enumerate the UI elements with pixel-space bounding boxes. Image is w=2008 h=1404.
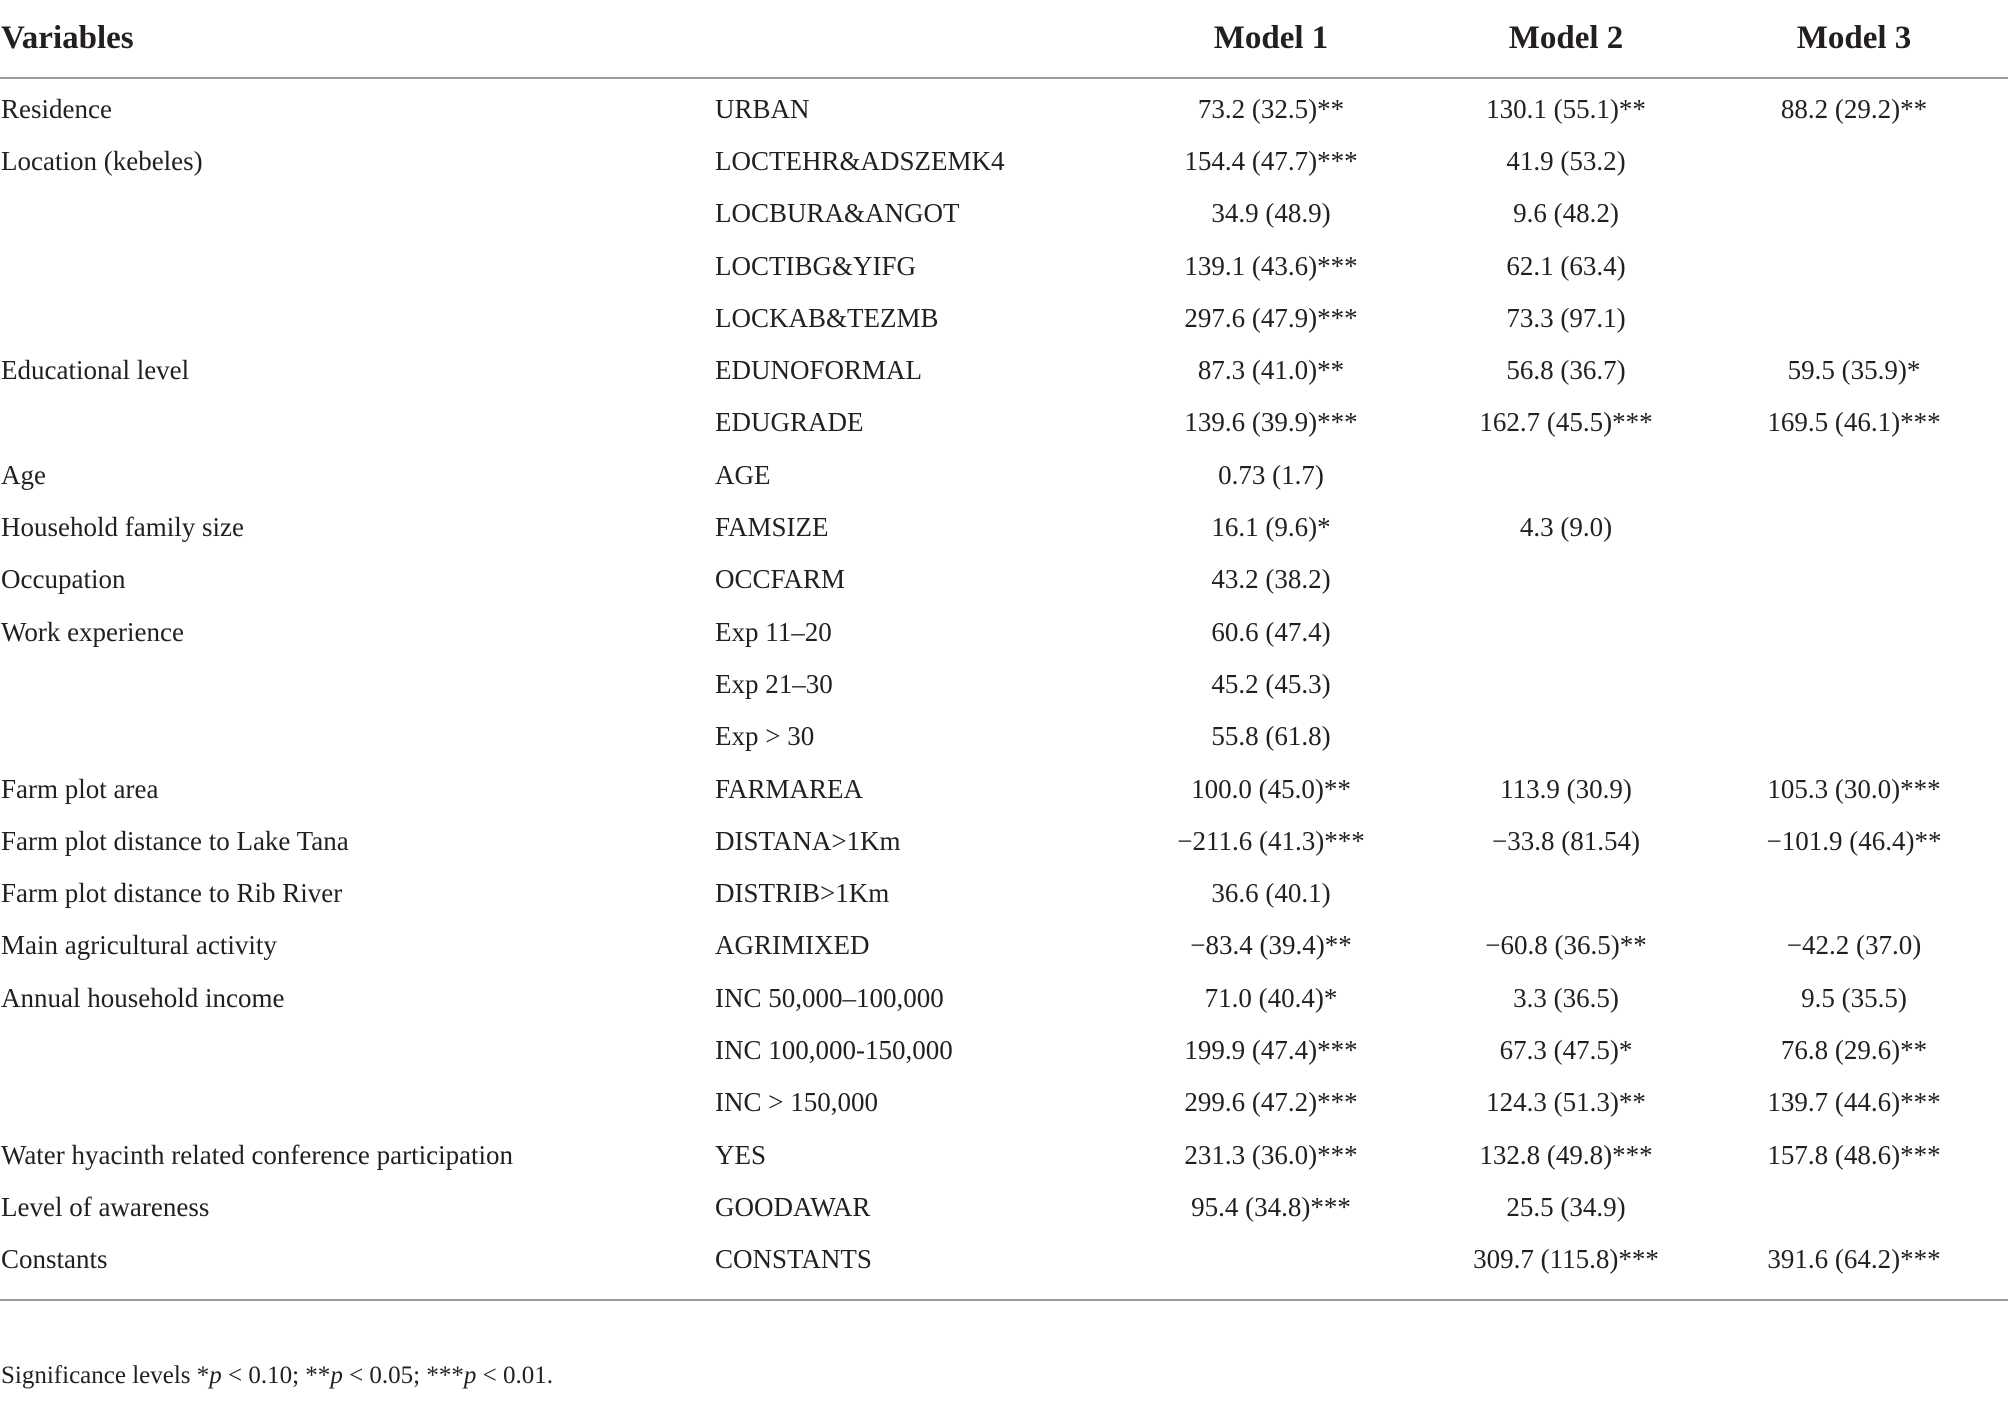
cell-model-3 (1700, 240, 2008, 292)
cell-model-2: 73.3 (97.1) (1506, 302, 1626, 333)
table-row (0, 240, 2008, 292)
table-row (0, 501, 2008, 553)
cell-model-2: 130.1 (55.1)** (1486, 93, 1646, 124)
cell-model-2: 9.6 (48.2) (1513, 198, 1619, 229)
cell-code: URBAN (715, 93, 810, 124)
footnote-level-2: < 0.05; *** (342, 1362, 464, 1389)
cell-model-2 (1432, 658, 1700, 710)
cell-variable: Work experience (1, 616, 184, 647)
cell-code: LOCBURA&ANGOT (715, 198, 960, 229)
header-row (0, 12, 2008, 78)
cell-model-1: 231.3 (36.0)*** (1184, 1139, 1358, 1170)
cell-model-1: 100.0 (45.0)** (1191, 773, 1351, 804)
cell-model-3: −101.9 (46.4)** (1766, 825, 1942, 856)
table-row (0, 1129, 2008, 1181)
cell-model-2: 113.9 (30.9) (1500, 773, 1632, 804)
cell-model-3 (1700, 554, 2008, 606)
cell-variable: Household family size (1, 512, 244, 543)
table-row (0, 606, 2008, 658)
cell-code: LOCTIBG&YIFG (715, 250, 916, 281)
cell-code: EDUGRADE (715, 407, 864, 438)
header-model-1: Model 1 (1110, 12, 1432, 78)
table-body (0, 78, 2008, 1286)
cell-code: DISTRIB>1Km (715, 878, 890, 909)
cell-model-3 (1700, 711, 2008, 763)
table-row (0, 397, 2008, 449)
cell-model-3 (1700, 188, 2008, 240)
header-model-3: Model 3 (1700, 12, 2008, 78)
table-row (0, 658, 2008, 710)
cell-model-2: 162.7 (45.5)*** (1479, 407, 1653, 438)
table-row (0, 867, 2008, 919)
footnote-level-1: < 0.10; ** (221, 1362, 331, 1389)
table-row (0, 972, 2008, 1024)
regression-table (0, 12, 2008, 1286)
cell-variable (0, 397, 715, 449)
cell-model-3: 76.8 (29.6)** (1780, 1034, 1928, 1065)
cell-model-1: 139.1 (43.6)*** (1184, 250, 1358, 281)
cell-model-3 (1700, 1181, 2008, 1233)
cell-model-1: 199.9 (47.4)*** (1184, 1034, 1358, 1065)
cell-code: INC > 150,000 (715, 1087, 878, 1118)
cell-model-1: 154.4 (47.7)*** (1184, 145, 1358, 176)
cell-code: AGRIMIXED (715, 930, 870, 961)
cell-code: INC 50,000–100,000 (715, 982, 944, 1013)
cell-code: OCCFARM (715, 564, 846, 595)
cell-variable: Occupation (1, 564, 126, 595)
cell-model-1: 95.4 (34.8)*** (1191, 1191, 1351, 1222)
table-header (0, 12, 2008, 78)
cell-model-1: 139.6 (39.9)*** (1184, 407, 1358, 438)
footnote-p-symbol: p (330, 1362, 343, 1389)
table-row (0, 920, 2008, 972)
header-code (715, 12, 1110, 78)
cell-model-2: 62.1 (63.4) (1506, 250, 1626, 281)
cell-variable (0, 1077, 715, 1129)
cell-model-3 (1700, 135, 2008, 187)
cell-model-1: 60.6 (47.4) (1211, 616, 1331, 647)
table-row (0, 763, 2008, 815)
cell-model-3 (1700, 292, 2008, 344)
table-row (0, 449, 2008, 501)
cell-variable: Constants (1, 1244, 108, 1275)
table-row (0, 1234, 2008, 1286)
cell-variable: Age (1, 459, 46, 490)
table-row (0, 815, 2008, 867)
cell-variable (0, 658, 715, 710)
cell-code: FARMAREA (715, 773, 864, 804)
cell-variable: Educational level (1, 355, 190, 386)
cell-variable (0, 292, 715, 344)
footnote-level-3: < 0.01. (476, 1362, 553, 1389)
cell-model-1: −83.4 (39.4)** (1190, 930, 1352, 961)
cell-variable: Water hyacinth related conference participation (1, 1139, 514, 1170)
cell-model-3: 9.5 (35.5) (1801, 982, 1907, 1013)
cell-model-1: 299.6 (47.2)*** (1184, 1087, 1358, 1118)
cell-model-3: 139.7 (44.6)*** (1767, 1087, 1941, 1118)
cell-model-2: 3.3 (36.5) (1513, 982, 1619, 1013)
table-row (0, 135, 2008, 187)
table-row (0, 1077, 2008, 1129)
cell-model-2: 4.3 (9.0) (1519, 512, 1613, 543)
cell-model-2: 41.9 (53.2) (1506, 145, 1626, 176)
cell-code: CONSTANTS (715, 1244, 872, 1275)
table-row (0, 554, 2008, 606)
cell-model-1: 16.1 (9.6)* (1211, 512, 1331, 543)
cell-variable: Location (kebeles) (1, 145, 203, 176)
cell-model-2: −33.8 (81.54) (1492, 825, 1640, 856)
cell-model-3 (1700, 867, 2008, 919)
header-variables: Variables (0, 12, 715, 78)
cell-variable (0, 188, 715, 240)
cell-model-1: 36.6 (40.1) (1211, 878, 1331, 909)
table-row (0, 1181, 2008, 1233)
table-row (0, 78, 2008, 135)
cell-model-2 (1432, 554, 1700, 606)
cell-model-1: 87.3 (41.0)** (1197, 355, 1345, 386)
cell-code: DISTANA>1Km (715, 825, 901, 856)
cell-model-1 (1110, 1234, 1432, 1286)
cell-model-3: 88.2 (29.2)** (1780, 93, 1928, 124)
cell-variable (0, 1024, 715, 1076)
cell-code: YES (715, 1139, 767, 1170)
cell-code: INC 100,000-150,000 (715, 1034, 953, 1065)
table-row (0, 344, 2008, 396)
cell-model-1: 45.2 (45.3) (1211, 668, 1331, 699)
cell-variable (0, 711, 715, 763)
footnote-prefix: Significance levels * (1, 1362, 210, 1389)
cell-variable (0, 240, 715, 292)
cell-model-1: 55.8 (61.8) (1211, 721, 1331, 752)
table-footnote (1, 1362, 553, 1390)
cell-variable: Residence (1, 93, 112, 124)
cell-model-1: 73.2 (32.5)** (1197, 93, 1345, 124)
cell-model-3 (1700, 658, 2008, 710)
cell-model-1: 297.6 (47.9)*** (1184, 302, 1358, 333)
table-row (0, 292, 2008, 344)
cell-model-2: 309.7 (115.8)*** (1473, 1244, 1659, 1275)
table-row (0, 711, 2008, 763)
table-row (0, 1024, 2008, 1076)
footnote-p-symbol: p (209, 1362, 222, 1389)
cell-model-1: 0.73 (1.7) (1218, 459, 1324, 490)
footnote-p-symbol: p (463, 1362, 477, 1389)
cell-model-3: 157.8 (48.6)*** (1767, 1139, 1941, 1170)
cell-model-2 (1432, 711, 1700, 763)
cell-code: GOODAWAR (715, 1191, 871, 1222)
table-bottom-rule (0, 1299, 2008, 1301)
cell-model-3 (1700, 449, 2008, 501)
cell-code: EDUNOFORMAL (715, 355, 923, 386)
header-model-2: Model 2 (1432, 12, 1700, 78)
cell-model-3: 59.5 (35.9)* (1787, 355, 1921, 386)
cell-model-1: 43.2 (38.2) (1211, 564, 1331, 595)
cell-model-3: 105.3 (30.0)*** (1767, 773, 1941, 804)
table-row (0, 188, 2008, 240)
cell-model-1: 71.0 (40.4)* (1204, 982, 1338, 1013)
cell-model-1: 34.9 (48.9) (1211, 198, 1331, 229)
cell-code: AGE (715, 459, 771, 490)
cell-variable: Main agricultural activity (1, 930, 277, 961)
cell-model-2: 67.3 (47.5)* (1499, 1034, 1633, 1065)
cell-model-1: −211.6 (41.3)*** (1177, 825, 1365, 856)
cell-model-2 (1432, 606, 1700, 658)
cell-code: LOCKAB&TEZMB (715, 302, 939, 333)
cell-code: Exp 11–20 (715, 616, 832, 647)
cell-model-2: −60.8 (36.5)** (1485, 930, 1647, 961)
cell-code: LOCTEHR&ADSZEMK4 (715, 145, 1005, 176)
cell-code: FAMSIZE (715, 512, 829, 543)
cell-model-2 (1432, 867, 1700, 919)
cell-model-2: 124.3 (51.3)** (1486, 1087, 1646, 1118)
cell-model-3 (1700, 606, 2008, 658)
cell-model-2: 25.5 (34.9) (1506, 1191, 1626, 1222)
cell-model-3: 391.6 (64.2)*** (1767, 1244, 1941, 1275)
cell-model-2: 56.8 (36.7) (1506, 355, 1626, 386)
cell-model-3 (1700, 501, 2008, 553)
cell-model-3: −42.2 (37.0) (1786, 930, 1922, 961)
cell-code: Exp > 30 (715, 721, 815, 752)
cell-model-3: 169.5 (46.1)*** (1767, 407, 1941, 438)
cell-code: Exp 21–30 (715, 668, 833, 699)
cell-variable: Farm plot area (1, 773, 159, 804)
cell-model-2 (1432, 449, 1700, 501)
cell-model-2: 132.8 (49.8)*** (1479, 1139, 1653, 1170)
cell-variable: Farm plot distance to Lake Tana (1, 825, 349, 856)
cell-variable: Annual household income (1, 982, 285, 1013)
cell-variable: Farm plot distance to Rib River (1, 878, 343, 909)
cell-variable: Level of awareness (1, 1191, 210, 1222)
